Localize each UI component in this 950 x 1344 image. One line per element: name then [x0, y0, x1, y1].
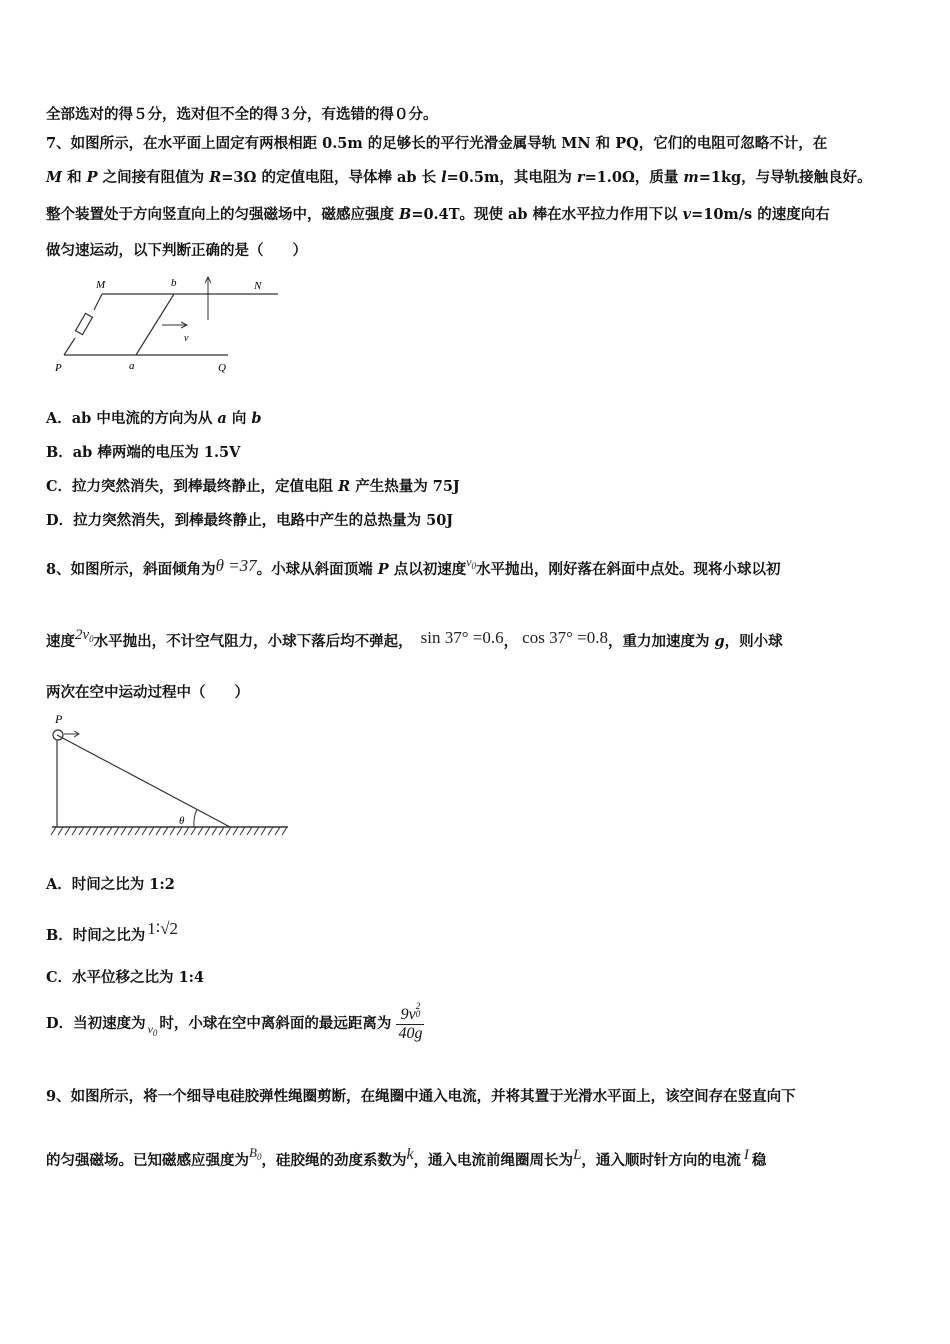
text: =1kg，与导轨接触良好。 [698, 169, 872, 186]
angle-arc [194, 809, 197, 827]
q8-incline-figure [44, 710, 294, 840]
hatch-mark [65, 827, 70, 835]
hatch-mark [142, 827, 147, 835]
q8-option-c[interactable]: C．水平位移之比为 1:4 [46, 969, 205, 986]
symbol-m: m [683, 169, 699, 186]
text: ，硅胶绳的劲度系数为 [261, 1152, 407, 1169]
q8-line3: 两次在空中运动过程中（ ） [46, 684, 249, 701]
text: 向 [226, 410, 252, 427]
intro-line: 全部选对的得５分，选对但不全的得３分，有选错的得０分。 [46, 106, 438, 123]
q9-line2 [46, 1145, 766, 1170]
hatch-mark [177, 827, 182, 835]
q8-option-b[interactable] [46, 919, 178, 945]
text: 速度 [46, 633, 75, 650]
label-M: M [96, 279, 106, 291]
text: 。小球从斜面顶端 [256, 561, 378, 578]
I-symbol: I [743, 1147, 749, 1163]
q7-line1: 7、如图所示，在水平面上固定有两根相距 0.5m 的足够长的平行光滑金属导轨 MN 和 PQ，它们的电阻可忽略不计，在 [46, 135, 828, 152]
text: 的匀强磁场。已知磁感应强度为 [46, 1152, 249, 1169]
hatch-mark [107, 827, 112, 835]
k-symbol: k [406, 1146, 414, 1163]
symbol-P: P [377, 561, 389, 578]
text: =1.0Ω，质量 [584, 169, 684, 186]
hatch-mark [79, 827, 84, 835]
text: =10m/s 的速度向右 [691, 206, 830, 223]
text: ，通入电流前绳圈周长为 [413, 1152, 574, 1169]
label-a: a [129, 360, 135, 372]
label-v: v [184, 333, 189, 344]
hatch-mark [198, 827, 203, 835]
label-b: b [171, 277, 177, 289]
q8-option-d[interactable] [46, 1002, 424, 1043]
hatch-mark [149, 827, 154, 835]
symbol-b: b [251, 410, 262, 427]
q7-line4: 做匀速运动，以下判断正确的是（ ） [46, 242, 307, 259]
text: =3Ω 的定值电阻，导体棒 ab 长 [221, 169, 442, 186]
symbol-R: R [338, 478, 351, 495]
text: 稳 [751, 1152, 767, 1169]
left-wire-top [94, 294, 102, 310]
hatch-mark [247, 827, 252, 835]
label-Q: Q [218, 362, 226, 374]
text: 和 [62, 169, 87, 186]
fraction-numerator: 9v 2 0 [396, 1002, 424, 1025]
text: B．时间之比为 [46, 927, 146, 944]
text: 水平抛出，刚好落在斜面中点处。现将小球以初 [476, 561, 781, 578]
text: 点以初速度 [388, 561, 467, 578]
hatch-mark [163, 827, 168, 835]
hatch-mark [191, 827, 196, 835]
hatch-mark [135, 827, 140, 835]
label-N: N [254, 280, 262, 292]
theta-expression: θ =37 [215, 556, 257, 575]
text: =0.5m，其电阻为 [446, 169, 577, 186]
two-v0-symbol: $2v_0$ [75, 627, 94, 644]
q7-option-b[interactable]: B．ab 棒两端的电压为 1.5V [46, 444, 241, 461]
q7-option-a[interactable] [46, 407, 262, 428]
label-P: P [55, 362, 62, 374]
L-symbol: L [573, 1147, 582, 1163]
hatch-mark [212, 827, 217, 835]
hatch-mark [233, 827, 238, 835]
symbol-a: a [217, 410, 227, 427]
hatch-mark [72, 827, 77, 835]
text: 8、如图所示，斜面倾角为 [46, 561, 216, 578]
v0-symbol: v0 [466, 555, 477, 571]
label-theta: θ [179, 815, 185, 827]
sin-expression: sin 37° =0.6 [420, 628, 504, 647]
incline-surface [57, 735, 230, 827]
hatch-mark [100, 827, 105, 835]
hatch-mark [170, 827, 175, 835]
hatch-mark [268, 827, 273, 835]
hatch-mark [114, 827, 119, 835]
q8-line1 [46, 555, 781, 579]
label-P: P [55, 712, 63, 726]
left-wire-bottom [64, 338, 75, 355]
hatch-mark [219, 827, 224, 835]
text: D．当初速度为 [46, 1015, 146, 1032]
text: 整个装置处于方向竖直向上的匀强磁场中，磁感应强度 [46, 206, 400, 223]
ground-hatching [51, 827, 287, 835]
text: 水平抛出，不计空气阻力，小球下落后均不弹起， [93, 633, 413, 650]
hatch-mark [240, 827, 245, 835]
q7-rail-figure [50, 272, 290, 382]
q9-line1: 9、如图所示，将一个细导电硅胶弹性绳圈剪断，在绳圈中通入电流，并将其置于光滑水平面上，该空间存在竖直向下 [46, 1088, 796, 1105]
hatch-mark [128, 827, 133, 835]
symbol-M: M [46, 169, 63, 186]
text: 时，小球在空中离斜面的最远距离为 [159, 1015, 392, 1032]
symbol-P: P [86, 169, 98, 186]
q7-option-d[interactable]: D．拉力突然消失，到棒最终静止，电路中产生的总热量为 50J [46, 512, 454, 529]
resistor-R [76, 313, 93, 334]
symbol-l: l [441, 169, 447, 186]
q7-line3 [46, 203, 830, 224]
fraction-denominator: 40g [398, 1025, 423, 1042]
hatch-mark [51, 827, 56, 835]
v0-symbol: v0 [147, 1021, 158, 1038]
text: 产生热量为 75J [350, 478, 460, 495]
text: A．ab 中电流的方向为从 [46, 410, 218, 427]
distance-fraction [396, 1002, 424, 1043]
hatch-mark [121, 827, 126, 835]
symbol-B: B [399, 206, 412, 223]
text: C．拉力突然消失，到棒最终静止，定值电阻 [46, 478, 339, 495]
hatch-mark [226, 827, 231, 835]
cos-expression: cos 37° =0.8 [522, 628, 608, 647]
symbol-R: R [209, 169, 222, 186]
symbol-g: g [714, 633, 725, 650]
hatch-mark [156, 827, 161, 835]
hatch-mark [93, 827, 98, 835]
text: =0.4T。现使 ab 棒在水平拉力作用下以 [411, 206, 683, 223]
text: 之间接有阻值为 [97, 169, 210, 186]
hatch-mark [205, 827, 210, 835]
q8-option-a[interactable]: A．时间之比为 1:2 [46, 876, 175, 893]
q7-line2 [46, 166, 872, 187]
hatch-mark [275, 827, 280, 835]
hatch-mark [58, 827, 63, 835]
ratio-expression: 1∶√2 [147, 919, 179, 938]
text: ，通入顺时针方向的电流 [581, 1152, 741, 1169]
hatch-mark [261, 827, 266, 835]
hatch-mark [254, 827, 259, 835]
q7-option-c[interactable] [46, 475, 460, 496]
hatch-mark [86, 827, 91, 835]
q8-line2 [46, 627, 783, 651]
hatch-mark [184, 827, 189, 835]
text: ，重力加速度为 [607, 633, 715, 650]
text: ，则小球 [724, 633, 783, 650]
hatch-mark [282, 827, 287, 835]
symbol-r: r [576, 169, 585, 186]
text: ， [503, 633, 519, 650]
symbol-v: v [682, 206, 692, 223]
B0-symbol: $B_0$ [249, 1145, 262, 1162]
